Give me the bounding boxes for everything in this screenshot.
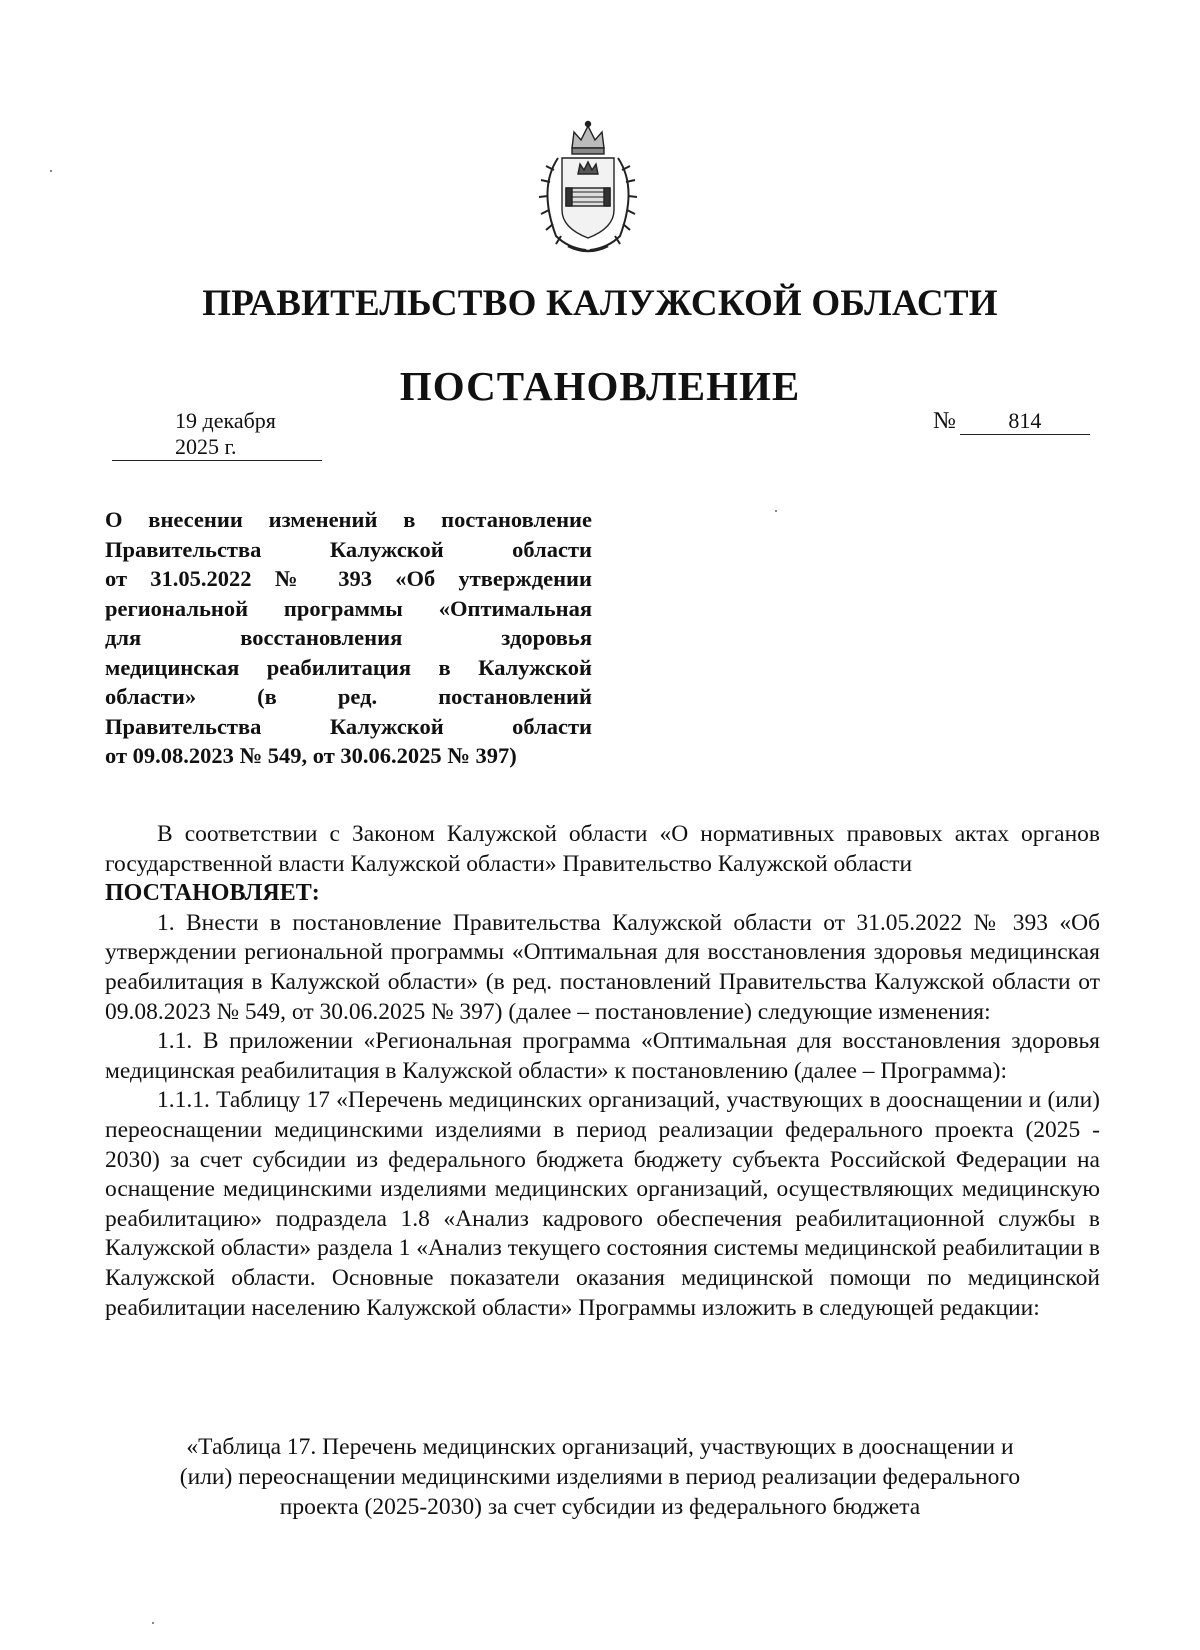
item-1-paragraph: 1. Внести в постановление Правительства Калужской области от 31.05.2022 № 393 «Об утверждении региональной программы «Оптимальная для восстановления здоровья медицинская реабилитация в Калужской области» (в ред. постановлений Правительства Калужской области от 09.08.2023 № 549, от 30.06.2025 № 397) (далее – постановление) следующие изменения: bbox=[105, 909, 1100, 1025]
preamble-paragraph: В соответствии с Законом Калужской области «О нормативных правовых актах органов государственной власти Калужской области» Правительство Калужской области bbox=[105, 821, 1100, 877]
document-date: 19 декабря 2025 г. bbox=[112, 408, 322, 461]
number-value: 814 bbox=[960, 408, 1090, 435]
table-caption-line: проекта (2025-2030) за счет субсидии из федерального бюджета bbox=[279, 1494, 921, 1520]
subject-line: от 09.08.2023 № 549, от 30.06.2025 № 397) bbox=[105, 743, 517, 768]
subject-line: области» (в ред. постановлений bbox=[105, 684, 592, 709]
subject-line: Правительства Калужской области bbox=[105, 713, 592, 739]
document-body bbox=[105, 820, 1100, 1323]
subject-line: медицинская реабилитация в Калужской bbox=[105, 654, 592, 680]
table-caption-line: «Таблица 17. Перечень медицинских организаций, участвующих в дооснащении и bbox=[186, 1434, 1014, 1460]
subject-line: региональной программы «Оптимальная bbox=[105, 595, 592, 621]
table-caption bbox=[130, 1432, 1070, 1522]
document-number bbox=[933, 408, 1090, 435]
kaluga-region-coat-of-arms-icon bbox=[528, 118, 648, 258]
scan-speck bbox=[50, 170, 52, 172]
subject-line: для восстановления здоровья bbox=[105, 625, 592, 650]
document-subject bbox=[105, 505, 592, 771]
government-name: ПРАВИТЕЛЬСТВО КАЛУЖСКОЙ ОБЛАСТИ bbox=[202, 283, 998, 324]
scan-speck bbox=[152, 1622, 154, 1624]
item-1-1-1-paragraph: 1.1.1. Таблицу 17 «Перечень медицинских организаций, участвующих в дооснащении и (или) переоснащении медицинскими изделиями в период реализации федерального проекта (2025 - 2030) за счет субсидии из федерального бюджета бюджету субъекта Российской Федерации на оснащение медицинскими изделиями медицинских организаций, осуществляющих медицинскую реабилитацию» подраздела 1.8 «Анализ кадрового обеспечения реабилитационной службы в Калужской области» раздела 1 «Анализ текущего состояния системы медицинской реабилитации в Калужской области. Основные показатели оказания медицинской помощи по медицинской реабилитации населению Калужской области» Программы изложить в следующей редакции: bbox=[105, 1087, 1100, 1321]
table-caption-line: (или) переоснащении медицинскими изделиями в период реализации федерального bbox=[179, 1464, 1021, 1490]
document-type: ПОСТАНОВЛЕНИЕ bbox=[399, 363, 801, 409]
item-1-1-paragraph: 1.1. В приложении «Региональная программа «Оптимальная для восстановления здоровья медицинская реабилитация в Калужской области» к постановлению (далее – Программа): bbox=[105, 1028, 1100, 1084]
subject-line: Правительства Калужской области bbox=[105, 536, 592, 562]
decree-verb: ПОСТАНОВЛЯЕТ: bbox=[105, 880, 320, 907]
scan-speck bbox=[775, 510, 777, 512]
subject-line: от 31.05.2022 № 393 «Об утверждении bbox=[105, 566, 592, 591]
subject-line: О внесении изменений в постановление bbox=[105, 507, 592, 532]
number-sign: № bbox=[933, 408, 956, 434]
